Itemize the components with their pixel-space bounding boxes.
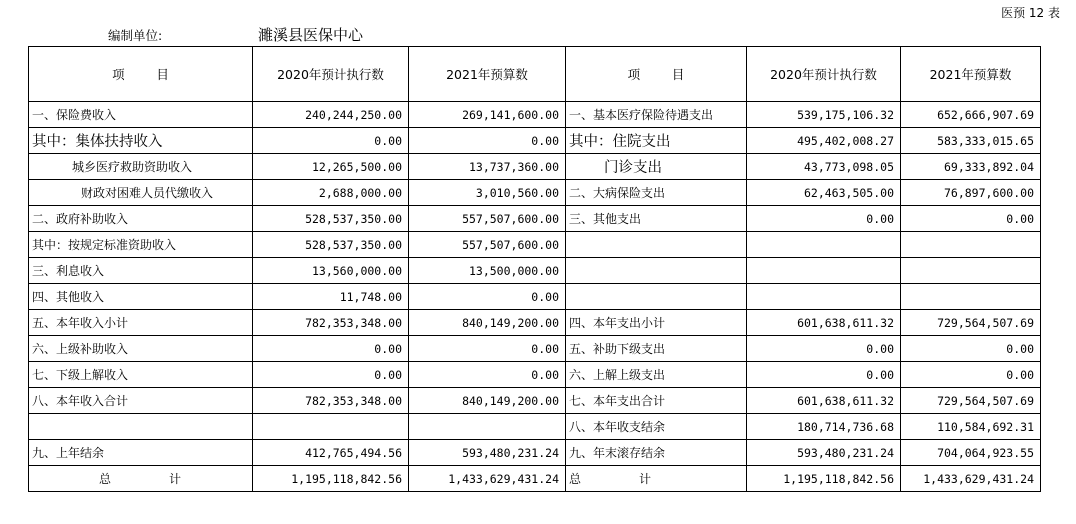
right-exec-2020: 601,638,611.32 bbox=[747, 388, 901, 414]
right-item: 其中：住院支出 bbox=[566, 128, 747, 154]
left-exec-2020: 528,537,350.00 bbox=[253, 232, 409, 258]
left-budget-2021 bbox=[409, 414, 566, 440]
left-exec-2020: 13,560,000.00 bbox=[253, 258, 409, 284]
right-budget-2021: 0.00 bbox=[901, 206, 1041, 232]
right-budget-2021: 0.00 bbox=[901, 336, 1041, 362]
left-exec-2020: 528,537,350.00 bbox=[253, 206, 409, 232]
table-row bbox=[29, 388, 1041, 414]
right-budget-2021 bbox=[901, 284, 1041, 310]
left-budget-2021: 557,507,600.00 bbox=[409, 206, 566, 232]
left-budget-2021: 13,500,000.00 bbox=[409, 258, 566, 284]
right-budget-2021: 69,333,892.04 bbox=[901, 154, 1041, 180]
left-item: 六、上级补助收入 bbox=[29, 336, 253, 362]
header-budget-2021-right: 2021年预算数 bbox=[901, 47, 1041, 102]
left-total-char-2: 计 bbox=[169, 472, 182, 486]
right-exec-2020: 0.00 bbox=[747, 362, 901, 388]
left-budget-2021: 593,480,231.24 bbox=[409, 440, 566, 466]
left-total-label bbox=[29, 466, 253, 492]
total-row bbox=[29, 466, 1041, 492]
left-exec-2020: 0.00 bbox=[253, 128, 409, 154]
left-item: 五、本年收入小计 bbox=[29, 310, 253, 336]
left-item: 二、政府补助收入 bbox=[29, 206, 253, 232]
left-budget-2021: 13,737,360.00 bbox=[409, 154, 566, 180]
header-item-right: 项 目 bbox=[566, 47, 747, 102]
table-row bbox=[29, 440, 1041, 466]
table-row bbox=[29, 102, 1041, 128]
left-item: 八、本年收入合计 bbox=[29, 388, 253, 414]
right-exec-2020 bbox=[747, 258, 901, 284]
right-budget-2021: 583,333,015.65 bbox=[901, 128, 1041, 154]
right-exec-2020: 593,480,231.24 bbox=[747, 440, 901, 466]
right-item: 一、基本医疗保险待遇支出 bbox=[566, 102, 747, 128]
table-row bbox=[29, 284, 1041, 310]
table-row bbox=[29, 154, 1041, 180]
right-exec-2020 bbox=[747, 284, 901, 310]
left-budget-2021: 269,141,600.00 bbox=[409, 102, 566, 128]
right-item: 五、补助下级支出 bbox=[566, 336, 747, 362]
right-exec-2020: 62,463,505.00 bbox=[747, 180, 901, 206]
left-exec-2020: 11,748.00 bbox=[253, 284, 409, 310]
header-exec-2020: 2020年预计执行数 bbox=[253, 47, 409, 102]
right-exec-2020 bbox=[747, 232, 901, 258]
table-row bbox=[29, 362, 1041, 388]
left-budget-2021: 3,010,560.00 bbox=[409, 180, 566, 206]
table-row bbox=[29, 310, 1041, 336]
right-budget-2021 bbox=[901, 258, 1041, 284]
right-item: 门诊支出 bbox=[566, 154, 747, 180]
left-budget-2021: 0.00 bbox=[409, 362, 566, 388]
right-budget-2021: 729,564,507.69 bbox=[901, 310, 1041, 336]
right-item: 六、上解上级支出 bbox=[566, 362, 747, 388]
right-exec-2020: 180,714,736.68 bbox=[747, 414, 901, 440]
right-budget-2021: 652,666,907.69 bbox=[901, 102, 1041, 128]
right-exec-2020: 0.00 bbox=[747, 206, 901, 232]
right-item: 四、本年支出小计 bbox=[566, 310, 747, 336]
form-number: 医预 12 表 bbox=[1001, 6, 1060, 20]
left-exec-2020: 0.00 bbox=[253, 336, 409, 362]
table-row bbox=[29, 180, 1041, 206]
left-exec-2020: 782,353,348.00 bbox=[253, 388, 409, 414]
right-item bbox=[566, 258, 747, 284]
left-budget-2021: 0.00 bbox=[409, 336, 566, 362]
left-budget-2021: 840,149,200.00 bbox=[409, 388, 566, 414]
left-exec-2020: 240,244,250.00 bbox=[253, 102, 409, 128]
left-item: 其中：按规定标准资助收入 bbox=[29, 232, 253, 258]
left-item: 其中：集体扶持收入 bbox=[29, 128, 253, 154]
right-total-label bbox=[566, 466, 747, 492]
right-budget-2021: 110,584,692.31 bbox=[901, 414, 1041, 440]
right-exec-2020: 43,773,098.05 bbox=[747, 154, 901, 180]
left-exec-2020 bbox=[253, 414, 409, 440]
left-item: 城乡医疗救助资助收入 bbox=[29, 154, 253, 180]
right-exec-2020: 0.00 bbox=[747, 336, 901, 362]
table-row bbox=[29, 258, 1041, 284]
left-item: 财政对困难人员代缴收入 bbox=[29, 180, 253, 206]
left-budget-2021: 0.00 bbox=[409, 128, 566, 154]
left-exec-2020: 412,765,494.56 bbox=[253, 440, 409, 466]
left-exec-2020: 0.00 bbox=[253, 362, 409, 388]
right-exec-2020: 601,638,611.32 bbox=[747, 310, 901, 336]
left-item: 三、利息收入 bbox=[29, 258, 253, 284]
left-total-2021: 1,433,629,431.24 bbox=[409, 466, 566, 492]
right-item bbox=[566, 284, 747, 310]
left-item: 四、其他收入 bbox=[29, 284, 253, 310]
table-row bbox=[29, 336, 1041, 362]
left-item: 九、上年结余 bbox=[29, 440, 253, 466]
right-total-2020: 1,195,118,842.56 bbox=[747, 466, 901, 492]
right-item: 八、本年收支结余 bbox=[566, 414, 747, 440]
right-item: 二、大病保险支出 bbox=[566, 180, 747, 206]
right-item bbox=[566, 232, 747, 258]
right-total-char-1: 总 bbox=[569, 472, 582, 486]
table-header-row bbox=[29, 47, 1041, 102]
left-item: 一、保险费收入 bbox=[29, 102, 253, 128]
left-item bbox=[29, 414, 253, 440]
table-row bbox=[29, 414, 1041, 440]
left-item: 七、下级上解收入 bbox=[29, 362, 253, 388]
right-total-char-2: 计 bbox=[639, 472, 652, 486]
left-total-2020: 1,195,118,842.56 bbox=[253, 466, 409, 492]
right-budget-2021: 0.00 bbox=[901, 362, 1041, 388]
right-budget-2021: 729,564,507.69 bbox=[901, 388, 1041, 414]
right-exec-2020: 495,402,008.27 bbox=[747, 128, 901, 154]
unit-label: 编制单位: bbox=[108, 28, 163, 43]
left-budget-2021: 0.00 bbox=[409, 284, 566, 310]
right-item: 九、年末滚存结余 bbox=[566, 440, 747, 466]
left-exec-2020: 782,353,348.00 bbox=[253, 310, 409, 336]
left-exec-2020: 2,688,000.00 bbox=[253, 180, 409, 206]
right-budget-2021 bbox=[901, 232, 1041, 258]
right-total-2021: 1,433,629,431.24 bbox=[901, 466, 1041, 492]
left-budget-2021: 840,149,200.00 bbox=[409, 310, 566, 336]
header-budget-2021: 2021年预算数 bbox=[409, 47, 566, 102]
table-row bbox=[29, 128, 1041, 154]
right-budget-2021: 704,064,923.55 bbox=[901, 440, 1041, 466]
unit-name: 濉溪县医保中心 bbox=[258, 26, 364, 44]
right-budget-2021: 76,897,600.00 bbox=[901, 180, 1041, 206]
right-exec-2020: 539,175,106.32 bbox=[747, 102, 901, 128]
left-exec-2020: 12,265,500.00 bbox=[253, 154, 409, 180]
left-total-char-1: 总 bbox=[99, 472, 112, 486]
header-exec-2020-right: 2020年预计执行数 bbox=[747, 47, 901, 102]
budget-table bbox=[28, 46, 1041, 492]
table-row bbox=[29, 206, 1041, 232]
table-row bbox=[29, 232, 1041, 258]
right-item: 三、其他支出 bbox=[566, 206, 747, 232]
right-item: 七、本年支出合计 bbox=[566, 388, 747, 414]
header-item: 项 目 bbox=[29, 47, 253, 102]
left-budget-2021: 557,507,600.00 bbox=[409, 232, 566, 258]
